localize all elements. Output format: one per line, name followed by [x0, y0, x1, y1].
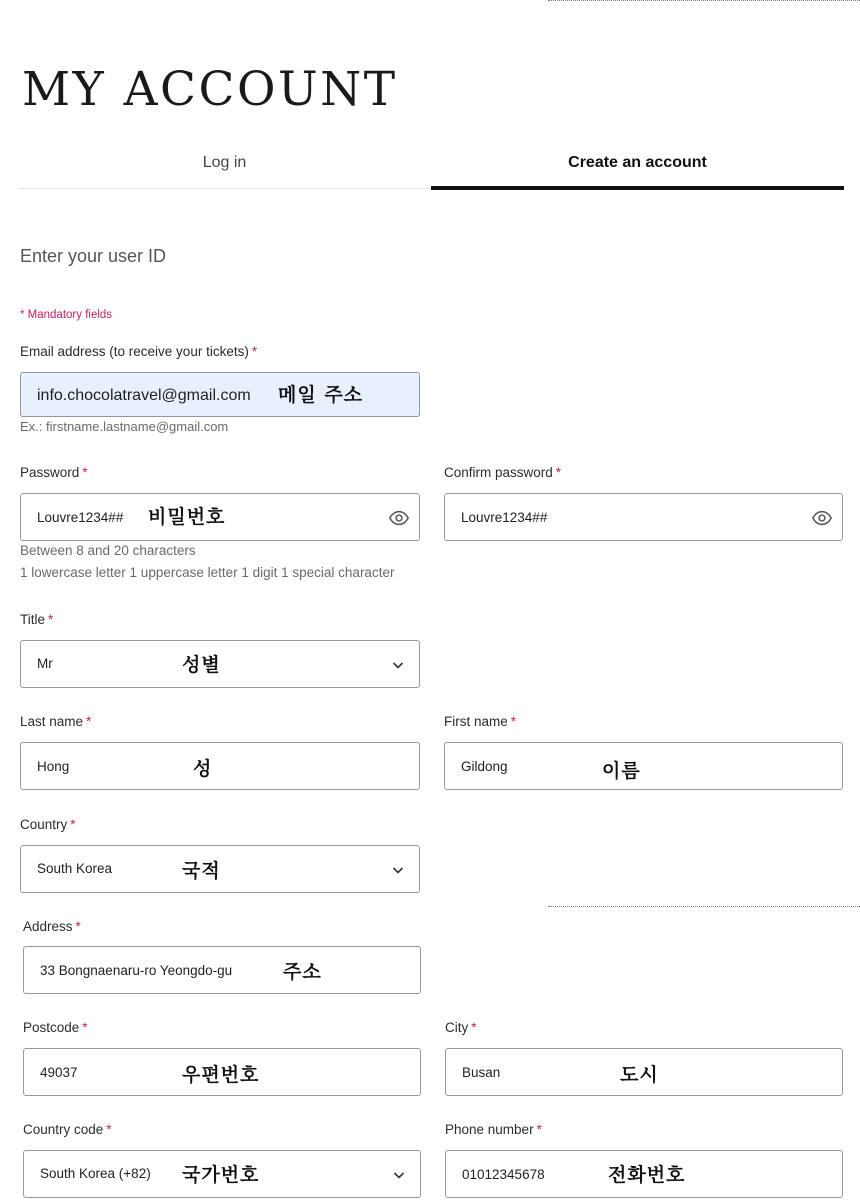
last-name-field-box	[20, 742, 420, 790]
required-mark: *	[75, 919, 81, 934]
country-annotation: 국적	[182, 860, 221, 882]
first-name-label	[444, 714, 516, 729]
title-annotation: 성별	[182, 654, 221, 676]
address-annotation: 주소	[283, 961, 322, 983]
country-label	[20, 817, 76, 832]
required-mark: *	[82, 1020, 88, 1035]
chevron-down-icon	[391, 658, 405, 672]
country-code-label-text: Country code	[23, 1122, 104, 1137]
city-label	[445, 1020, 477, 1035]
title-label	[20, 612, 53, 627]
account-tabs	[18, 140, 844, 189]
phone-annotation: 전화번호	[608, 1164, 686, 1186]
last-name-label-text: Last name	[20, 714, 84, 729]
mandatory-fields-note: * Mandatory fields	[20, 309, 113, 321]
last-name-annotation: 성	[193, 758, 213, 780]
required-mark: *	[555, 465, 562, 480]
email-label	[20, 344, 257, 359]
first-name-field-box	[444, 742, 843, 790]
tab-create-account[interactable]: Create an account	[431, 140, 844, 186]
address-label	[23, 919, 81, 934]
password-hint-rules: 1 lowercase letter 1 uppercase letter 1 digit 1 special character	[20, 565, 395, 580]
tab-log-in[interactable]: Log in	[18, 140, 431, 186]
required-mark: *	[510, 714, 517, 729]
required-mark: *	[86, 714, 92, 729]
postcode-label-text: Postcode	[23, 1020, 80, 1035]
eye-icon[interactable]	[388, 507, 410, 529]
phone-label	[445, 1122, 542, 1137]
page-title: MY ACCOUNT	[22, 62, 398, 117]
password-annotation: 비밀번호	[148, 506, 226, 528]
first-name-label-text: First name	[444, 714, 508, 729]
email-annotation: 메일 주소	[278, 384, 364, 406]
postcode-annotation: 우편번호	[182, 1064, 260, 1086]
confirm-password-field-box	[444, 493, 843, 541]
confirm-password-label-text: Confirm password	[444, 465, 553, 480]
required-mark: *	[251, 344, 258, 359]
required-mark: *	[471, 1020, 477, 1035]
confirm-password-label	[444, 465, 561, 480]
country-label-text: Country	[20, 817, 68, 832]
active-tab-indicator	[431, 186, 844, 190]
password-hint-length: Between 8 and 20 characters	[20, 543, 196, 558]
form-subtitle: Enter your user ID	[20, 246, 167, 266]
country-code-label	[23, 1122, 112, 1137]
title-label-text: Title	[20, 612, 46, 627]
email-hint: Ex.: firstname.lastname@gmail.com	[20, 419, 229, 434]
required-mark: *	[70, 817, 76, 832]
required-mark: *	[106, 1122, 112, 1137]
phone-label-text: Phone number	[445, 1122, 534, 1137]
title-select-value: Mr	[37, 656, 53, 671]
country-code-select-value: South Korea (+82)	[40, 1166, 151, 1181]
address-label-text: Address	[23, 919, 73, 934]
city-annotation: 도시	[620, 1064, 659, 1086]
divider-top	[548, 0, 860, 1]
country-code-annotation: 국가번호	[182, 1164, 260, 1186]
first-name-annotation: 이름	[602, 760, 641, 782]
country-select-value: South Korea	[37, 861, 113, 876]
postcode-label	[23, 1020, 88, 1035]
address-field-box	[23, 946, 421, 994]
password-label	[20, 465, 88, 480]
email-label-text: Email address (to receive your tickets)	[20, 344, 249, 359]
chevron-down-icon	[392, 1168, 406, 1182]
last-name-label	[20, 714, 91, 729]
chevron-down-icon	[391, 863, 405, 877]
required-mark: *	[82, 465, 88, 480]
city-label-text: City	[445, 1020, 469, 1035]
required-mark: *	[48, 612, 54, 627]
divider-middle	[548, 906, 860, 907]
address-field[interactable]	[40, 947, 376, 993]
required-mark: *	[536, 1122, 542, 1137]
confirm-password-field[interactable]	[461, 494, 798, 540]
eye-icon[interactable]	[811, 507, 833, 529]
password-label-text: Password	[20, 465, 80, 480]
